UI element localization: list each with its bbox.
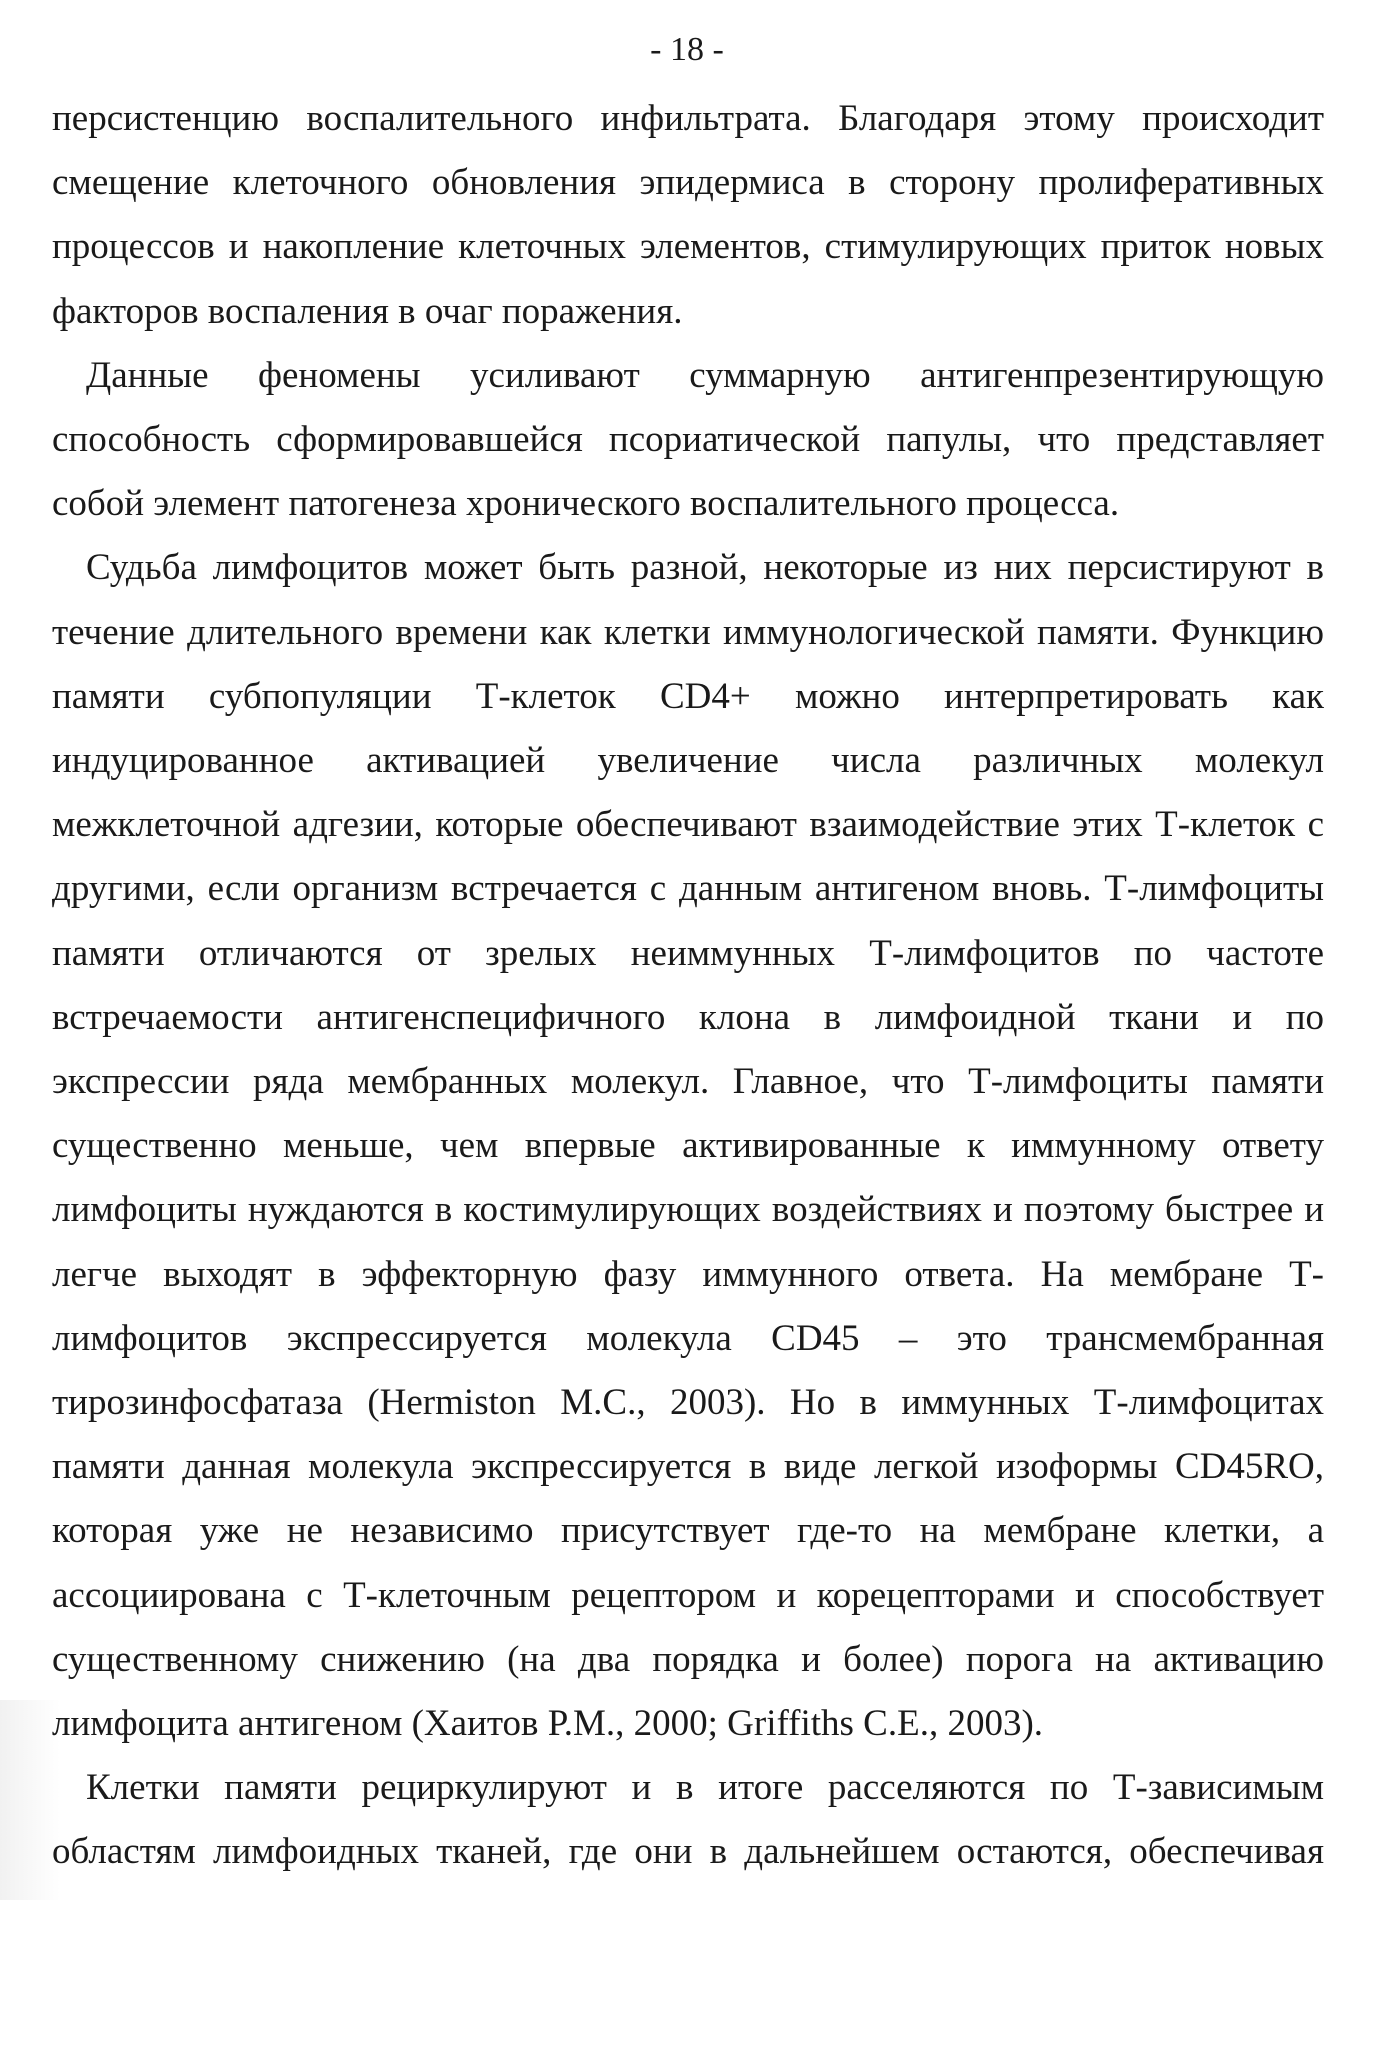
text-line: экспрессии ряда мембранных молекул. Главное, что Т-лимфоциты памяти [52, 1061, 1324, 1103]
text-line: лимфоциты нуждаются в костимулирующих воздействиях и поэтому быстрее и [52, 1189, 1324, 1231]
text-line: существенно меньше, чем впервые активированные к иммунному ответу [52, 1125, 1324, 1167]
text-line: памяти субпопуляции Т-клеток CD4+ можно интерпретировать как [52, 675, 1324, 717]
paragraph-4 [52, 1756, 1324, 1884]
text-line: лимфоцита антигеном (Хаитов Р.М., 2000; Griffiths C.E., 2003). [52, 1703, 1044, 1745]
text-line: лимфоцитов экспрессируется молекула CD45 – это трансмембранная [52, 1317, 1324, 1359]
text-line: Судьба лимфоцитов может быть разной, некоторые из них персистируют в [86, 547, 1324, 589]
text-line: персистенцию воспалительного инфильтрата. Благодаря этому происходит [52, 98, 1324, 139]
text-line: способность сформировавшейся псориатической папулы, что представляет [52, 419, 1324, 461]
text-line: процессов и накопление клеточных элементов, стимулирующих приток новых [52, 226, 1324, 268]
text-line: существенному снижению (на два порядка и более) порога на активацию [52, 1638, 1324, 1680]
text-line: памяти данная молекула экспрессируется в виде легкой изоформы CD45RO, [52, 1446, 1324, 1488]
text-line: другими, если организм встречается с данным антигеном вновь. Т-лимфоциты [52, 868, 1324, 910]
text-line: индуцированное активацией увеличение числа различных молекул [52, 740, 1324, 782]
text-line: областям лимфоидных тканей, где они в дальнейшем остаются, обеспечивая [52, 1831, 1324, 1873]
text-line: межклеточной адгезии, которые обеспечивают взаимодействие этих Т-клеток с [52, 804, 1324, 846]
text-line: собой элемент патогенеза хронического воспалительного процесса. [52, 483, 1120, 525]
paragraph-3 [52, 536, 1324, 1756]
page-number: - 18 - [650, 31, 724, 68]
paragraph-1 [52, 87, 1324, 344]
text-line: факторов воспаления в очаг поражения. [52, 290, 683, 332]
text-line: тирозинфосфатаза (Hermiston M.C., 2003). Но в иммунных Т-лимфоцитах [52, 1382, 1324, 1424]
text-line: которая уже не независимо присутствует где-то на мембране клетки, а [52, 1510, 1324, 1552]
text-line: смещение клеточного обновления эпидермиса в сторону пролиферативных [52, 162, 1324, 204]
text-line: Данные феномены усиливают суммарную антигенпрезентирующую [86, 354, 1324, 396]
text-line: легче выходят в эффекторную фазу иммунного ответа. На мембране Т- [52, 1253, 1324, 1295]
text-line: ассоциирована с Т-клеточным рецептором и корецепторами и способствует [52, 1574, 1324, 1616]
text-line: течение длительного времени как клетки иммунологической памяти. Функцию [52, 611, 1324, 653]
body-text [52, 87, 1324, 1885]
paragraph-2 [52, 344, 1324, 537]
text-line: памяти отличаются от зрелых неиммунных Т-лимфоцитов по частоте [52, 932, 1324, 974]
text-line: встречаемости антигенспецифичного клона в лимфоидной ткани и по [52, 996, 1324, 1038]
scan-edge-shadow [0, 1700, 60, 1900]
text-line: Клетки памяти рециркулируют и в итоге расселяются по Т-зависимым [86, 1767, 1324, 1809]
